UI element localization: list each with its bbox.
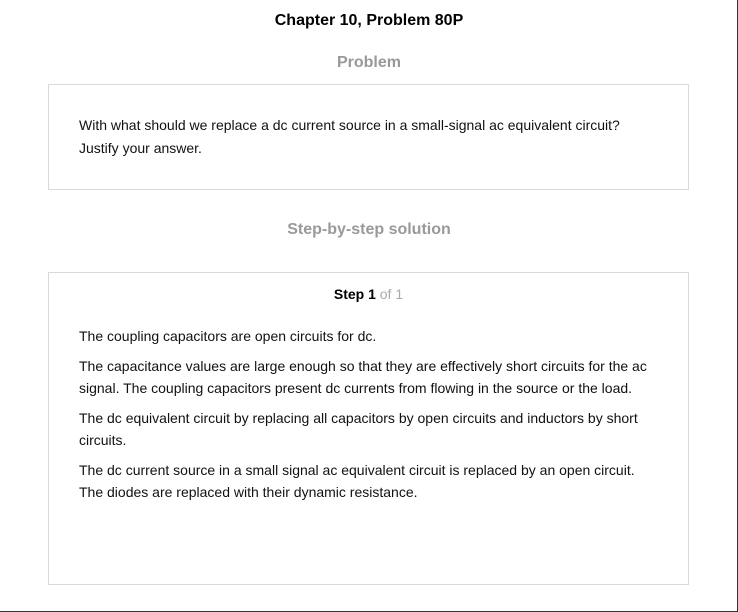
solution-card xyxy=(48,272,689,585)
solution-heading: Step-by-step solution xyxy=(287,221,451,238)
step-total: of 1 xyxy=(375,286,404,302)
problem-card xyxy=(48,84,689,190)
solution-paragraph: The dc equivalent circuit by replacing all capacitors by open circuits and inductors by short circuits. xyxy=(79,409,638,448)
step-header xyxy=(79,286,658,302)
step-label: Step 1 xyxy=(333,286,376,302)
solution-paragraph: The coupling capacitors are open circuits for dc. xyxy=(79,328,377,344)
solution-paragraph: The dc current source in a small signal ac equivalent circuit is replaced by an open circuit. The diodes are replaced with their dynamic resistance. xyxy=(79,461,635,500)
solution-paragraph: The capacitance values are large enough so that they are effectively short circuits for the ac signal. The coupling capacitors present dc currents from flowing in the source or the load. xyxy=(79,357,647,396)
chapter-title: Chapter 10, Problem 80P xyxy=(274,12,464,29)
problem-text: With what should we replace a dc current source in a small-signal ac equivalent circuit? Justify your answer. xyxy=(79,117,620,156)
problem-heading: Problem xyxy=(336,54,401,71)
